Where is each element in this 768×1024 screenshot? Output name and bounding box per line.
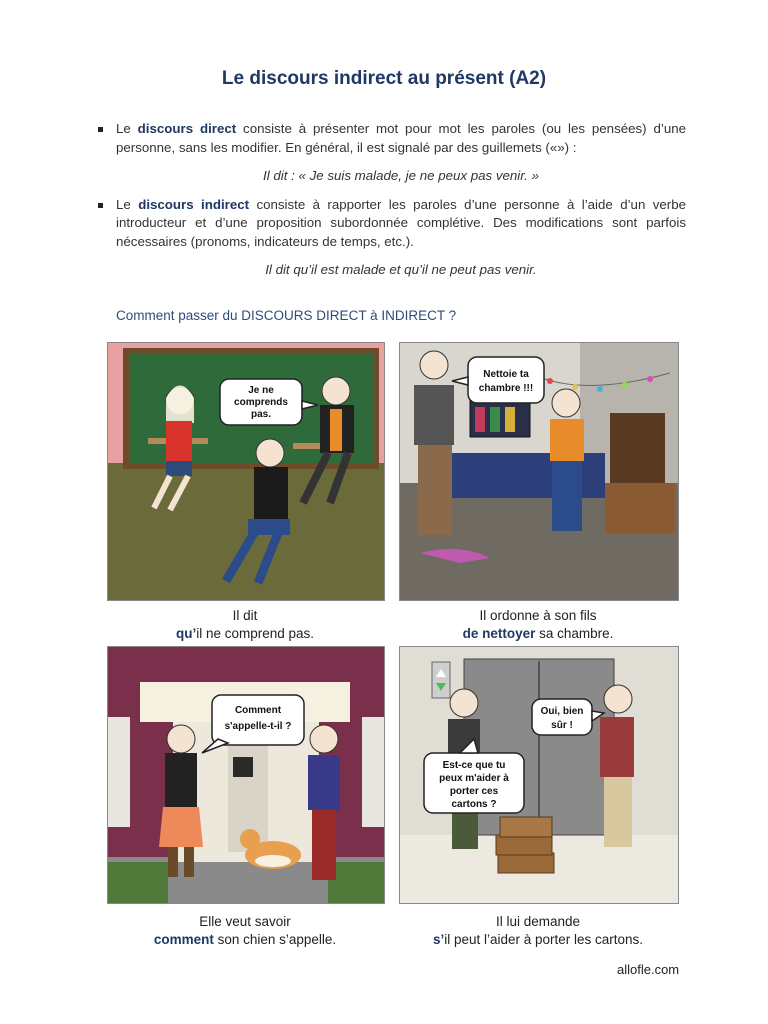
comic-panel-classroom [107,342,385,601]
caption-highlight: qu’ [175,626,197,641]
comic-panel-house [107,646,385,904]
bullet-text: consiste à rapporter les paroles d’une personne à l’aide d’un verbe introducteur et d’une proposition subordonnée complétive. Des modifications sont parfois nécessaires (pronoms, indicateurs de temps, etc.). [116,196,686,249]
bubble-line: pas. [250,409,272,420]
caption-highlight: s’ [432,932,445,947]
comic-panel-elevator [399,646,679,904]
bubble-line: Nettoie ta [483,369,529,380]
page-title: Le discours indirect au présent (A2) [221,68,547,89]
caption-panel-1 [107,607,383,643]
elevator-illustration [400,647,678,903]
bullet-marker [98,203,103,208]
bubble-line: sûr ! [551,720,573,731]
bubble-line: chambre !!! [478,383,534,394]
definitions-list [96,120,686,290]
classroom-illustration [108,343,384,600]
bubble-line: Oui, bien [540,706,584,717]
site-footer: allofle.com [617,962,680,977]
bedroom-illustration [400,343,678,600]
caption-panel-3 [107,913,383,949]
bubble-line: peux m'aider à [439,773,509,784]
caption-line [107,931,383,949]
bubble-line: s'appelle-t-il ? [224,721,292,732]
bullet-text: Le [116,196,139,212]
bubble-line: Est-ce que tu [442,760,506,771]
caption-highlight: de nettoyer [462,626,536,641]
house-illustration [108,647,384,903]
bubble-line: cartons ? [451,799,497,810]
caption-panel-2 [400,607,676,643]
caption-rest: sa chambre. [535,626,614,641]
bubble-line: porter ces [449,786,499,797]
caption-line: Elle veut savoir [199,914,291,929]
caption-line [400,931,676,949]
bubble-line: comprends [234,397,288,408]
comic-panel-bedroom [399,342,679,601]
term-discours-direct: discours direct [137,121,237,136]
caption-line: Il lui demande [495,914,581,929]
term-discours-indirect: discours indirect [138,196,250,212]
caption-highlight: comment [153,932,214,947]
caption-rest: il ne comprend pas. [196,626,315,641]
bubble-line: Comment [234,705,282,716]
caption-line [107,625,383,643]
bullet-indirect [96,196,686,252]
bullet-direct [96,120,686,157]
bullet-marker [98,127,103,132]
bubble-line: Je ne [248,385,274,396]
section-subheading: Comment passer du DISCOURS DIRECT à INDIRECT ? [116,308,457,323]
bullet-text: consiste à présenter mot pour mot les paroles (ou les pensées) d’une personne, sans les modifier. En général, il est signalé par des guillemets («») : [116,121,687,155]
caption-line [400,625,676,643]
caption-panel-4 [400,913,676,949]
caption-rest: il peut l’aider à porter les cartons. [444,932,644,947]
example-indirect: Il dit qu’il est malade et qu’il ne peut pas venir. [265,262,537,277]
bullet-text: Le [116,121,138,136]
example-direct: Il dit : « Je suis malade, je ne peux pas venir. » [263,168,539,183]
caption-line: Il dit [232,608,258,623]
caption-rest: son chien s’appelle. [213,932,337,947]
caption-line: Il ordonne à son fils [479,608,597,623]
